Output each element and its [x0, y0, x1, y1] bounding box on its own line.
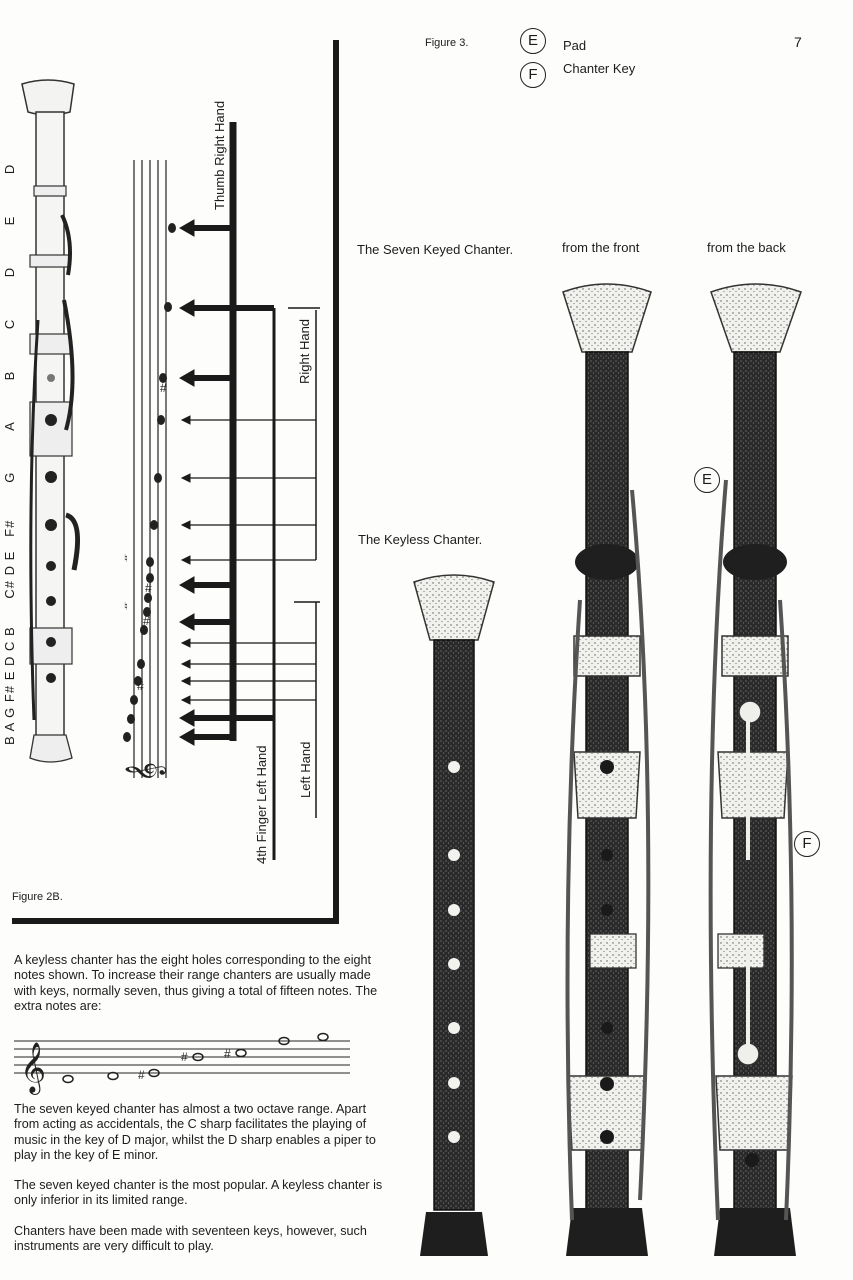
note-e-low: E: [2, 670, 17, 681]
note-a-mid: A: [2, 421, 17, 431]
note-names: [2, 164, 17, 745]
label-fourth-finger-left-hand: 4th Finger Left Hand: [254, 745, 269, 864]
svg-text:#: #: [160, 381, 167, 395]
extra-notes-staff: [14, 1034, 350, 1096]
page-number: 7: [794, 34, 802, 50]
legend-e-circle: E: [520, 28, 546, 54]
note-d-mid: D: [2, 564, 17, 576]
note-d-top: D: [2, 163, 17, 175]
label-right-hand: Right Hand: [297, 318, 312, 384]
svg-text:#: #: [143, 614, 150, 628]
heading-seven-keyed-chanter: The Seven Keyed Chanter.: [357, 242, 514, 257]
heading-from-the-back: from the back: [707, 240, 786, 255]
svg-text:♮: ♮: [124, 553, 128, 565]
svg-text:𝄞: 𝄞: [20, 1042, 47, 1093]
note-g-low: G: [2, 706, 17, 718]
note-c-low: C: [2, 640, 17, 651]
svg-text:#: #: [145, 581, 152, 595]
heading-keyless-chanter: The Keyless Chanter.: [358, 532, 483, 547]
note-b-low: B: [2, 735, 17, 745]
note-d-low: D: [2, 655, 17, 666]
label-left-hand: Left Hand: [298, 741, 313, 798]
label-thumb-right-hand: Thumb Right Hand: [212, 100, 227, 210]
keyless-chanter-drawing: [414, 575, 494, 1256]
paragraph-two-octave-range: The seven keyed chanter has almost a two octave range. Apart from acting as accidentals, the C sharp facilitates the playing of music in the key of D major, whilst the D sharp enables a piper to play in the key of E minor.: [14, 1102, 376, 1162]
svg-text:#: #: [137, 679, 144, 693]
callout-f-chanter-key: F: [794, 831, 820, 857]
note-e-high: E: [2, 215, 17, 226]
legend-pad-label: Pad: [563, 38, 587, 53]
note-d-high: D: [2, 266, 17, 278]
note-e-mid: E: [2, 550, 17, 561]
note-fsharp-low: F#: [2, 684, 17, 703]
note-c-high: C: [2, 318, 17, 330]
svg-text:𝄞: 𝄞: [125, 761, 165, 782]
svg-text:#: #: [138, 1068, 145, 1082]
svg-text:♮: ♮: [124, 601, 128, 613]
note-fsharp-mid: F#: [2, 519, 17, 537]
fingering-chanter-drawing: [22, 80, 78, 762]
note-g-mid: G: [2, 471, 17, 483]
figure-2b-caption: Figure 2B.: [12, 891, 63, 903]
heading-from-the-front: from the front: [562, 240, 640, 255]
paragraph-most-popular: The seven keyed chanter is the most popular. A keyless chanter is only inferior in its limited range.: [14, 1178, 383, 1208]
paragraph-keyless-intro: A keyless chanter has the eight holes corresponding to the eight notes shown. To increase their range chanters are usually made with keys, normally seven, thus giving a total of fifteen notes. The extra notes are:: [14, 953, 378, 1013]
paragraph-seventeen-keys: Chanters have been made with seventeen keys, however, such instruments are very difficult to play.: [14, 1224, 367, 1254]
note-csharp: C#: [2, 579, 17, 599]
seven-keyed-chanter-front-drawing: [563, 284, 651, 1256]
figure-3-caption: Figure 3.: [425, 37, 469, 49]
callout-e-pad: E: [694, 467, 720, 493]
note-a-low: A: [2, 722, 17, 732]
seven-keyed-chanter-back-drawing: [711, 284, 801, 1256]
legend-chanter-key-label: Chanter Key: [563, 61, 636, 76]
svg-text:#: #: [181, 1050, 188, 1064]
svg-text:#: #: [224, 1047, 231, 1061]
note-b-high: B: [2, 370, 17, 381]
vertical-staff: [123, 160, 176, 782]
legend-f-circle: F: [520, 62, 546, 88]
note-b-mid: B: [2, 626, 17, 636]
